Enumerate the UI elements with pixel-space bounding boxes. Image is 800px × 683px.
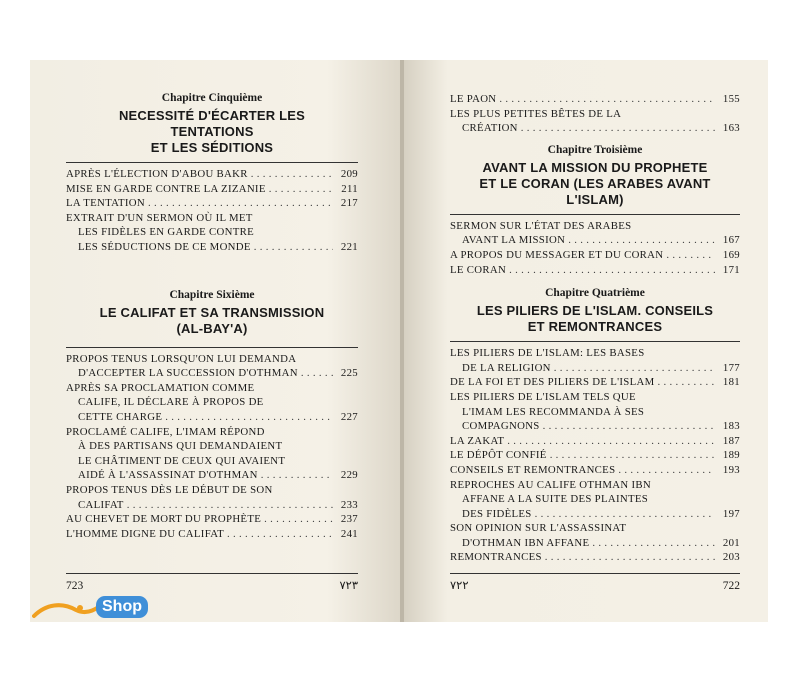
toc-entry-title: LES PILIERS DE L'ISLAM TELS QUE	[450, 390, 636, 403]
chapter-label: Chapitre Troisième	[547, 143, 643, 156]
toc-entry	[66, 211, 358, 226]
toc-entry-page: 203	[722, 551, 740, 564]
toc-entry-title: CETTE CHARGE	[78, 410, 163, 423]
dot-leader	[550, 448, 715, 463]
toc-entry-title: D'OTHMAN IBN AFFANE	[462, 536, 590, 549]
toc-entry	[450, 92, 740, 107]
dot-leader	[269, 182, 333, 197]
page-number-arabic: ٧٢٢	[450, 580, 469, 592]
toc-entry-title: PROPOS TENUS LORSQU'ON LUI DEMANDA	[66, 352, 297, 365]
toc-entry-title: À DES PARTISANS QUI DEMANDAIENT	[78, 440, 283, 453]
dot-leader	[301, 366, 333, 381]
dot-leader	[148, 196, 333, 211]
dot-leader	[554, 361, 715, 376]
toc-list	[66, 352, 358, 542]
toc-entry-page: 167	[722, 234, 740, 247]
chapter-6-section	[66, 289, 358, 542]
toc-entry-title: LES SÉDUCTIONS DE CE MONDE	[78, 240, 251, 253]
dot-leader	[254, 240, 333, 255]
swoosh-icon	[32, 600, 102, 622]
toc-entry-title: SERMON SUR L'ÉTAT DES ARABES	[450, 219, 632, 232]
chapter-title	[66, 108, 358, 156]
chapter-title	[450, 303, 740, 335]
toc-entry	[66, 454, 358, 469]
toc-entry-title: AIDÉ À L'ASSASSINAT D'OTHMAN	[78, 469, 258, 482]
toc-entry	[450, 448, 740, 463]
toc-entry	[450, 390, 740, 405]
chapter-title-line: LE CALIFAT ET SA TRANSMISSION	[99, 304, 325, 320]
toc-entry	[66, 196, 358, 211]
toc-entry-title: CONSEILS ET REMONTRANCES	[450, 463, 616, 476]
dot-leader	[535, 507, 715, 522]
toc-list	[450, 92, 740, 136]
toc-entry-page: 221	[340, 240, 358, 253]
chapter-title-line: ET LES SÉDITIONS	[150, 140, 274, 155]
dot-leader	[165, 410, 333, 425]
toc-entry-title: LE PAON	[450, 93, 497, 105]
toc-entry	[66, 410, 358, 425]
toc-entry-page: 169	[722, 248, 740, 261]
toc-entry-page: 241	[340, 527, 358, 540]
toc-entry-title: COMPAGNONS	[462, 420, 540, 433]
toc-entry-page: 227	[340, 410, 358, 423]
toc-entry	[66, 425, 358, 440]
toc-entry-title: APRÈS L'ÉLECTION D'ABOU BAKR	[66, 168, 248, 180]
dot-leader	[251, 167, 333, 182]
dot-leader	[658, 375, 716, 390]
chapter-label: Chapitre Cinquième	[161, 92, 263, 104]
toc-entry-title: CALIFE, IL DÉCLARE À PROPOS DE	[78, 396, 264, 409]
toc-entry-page: 225	[340, 367, 358, 380]
toc-entry-title: CALIFAT	[78, 498, 124, 511]
toc-entry-page: 201	[722, 536, 740, 549]
left-page-content	[66, 92, 358, 541]
toc-entry-title: LES PLUS PETITES BÊTES DE LA	[450, 107, 622, 120]
divider	[66, 347, 358, 348]
right-page-content	[450, 92, 740, 565]
toc-entry-title: AFFANE A LA SUITE DES PLAINTES	[462, 493, 649, 506]
chapter-title-line: LES PILIERS DE L'ISLAM. CONSEILS	[476, 303, 714, 319]
dot-leader	[666, 248, 715, 263]
toc-entry	[450, 434, 740, 449]
toc-entry	[450, 107, 740, 122]
dot-leader	[568, 233, 715, 248]
toc-entry	[450, 463, 740, 478]
chapter-label: Chapitre Quatrième	[545, 287, 645, 300]
chapter-title-line: TENTATIONS	[170, 124, 254, 139]
toc-entry-page: 163	[722, 122, 740, 135]
toc-entry-title: D'ACCEPTER LA SUCCESSION D'OTHMAN	[78, 367, 298, 380]
toc-entry	[450, 405, 740, 420]
dot-leader	[592, 536, 715, 551]
divider	[66, 162, 358, 163]
toc-entry	[66, 498, 358, 513]
toc-entry	[450, 375, 740, 390]
dot-leader	[545, 550, 715, 565]
toc-entry-title: DES FIDÈLES	[462, 507, 532, 520]
toc-entry	[66, 439, 358, 454]
toc-entry-title: DE LA RELIGION	[462, 361, 551, 374]
toc-entry-title: LA ZAKAT	[450, 434, 505, 447]
toc-entry	[450, 233, 740, 248]
chapter-label: Chapitre Sixième	[169, 288, 255, 301]
toc-entry-title: PROCLAMÉ CALIFE, L'IMAM RÉPOND	[66, 425, 265, 438]
dot-leader	[509, 263, 715, 278]
toc-entry-page: 217	[340, 197, 358, 210]
chapter-title-line: NECESSITÉ D'ÉCARTER LES	[118, 108, 306, 123]
toc-entry-page: 193	[722, 463, 740, 476]
toc-entry	[450, 346, 740, 361]
toc-entry	[450, 507, 740, 522]
toc-entry	[66, 468, 358, 483]
toc-entry-page: 209	[340, 168, 358, 180]
toc-entry-page: 233	[340, 498, 358, 511]
chapter-title-line: ET LE CORAN (LES ARABES AVANT L'ISLAM)	[479, 175, 711, 207]
toc-entry	[66, 352, 358, 367]
shop-logo	[30, 590, 170, 626]
dot-leader	[543, 419, 715, 434]
toc-entry-title: CRÉATION	[462, 122, 518, 135]
toc-entry	[66, 167, 358, 182]
toc-entry	[66, 381, 358, 396]
open-book	[30, 60, 768, 622]
toc-entry	[66, 366, 358, 381]
dot-leader	[618, 463, 715, 478]
toc-entry-title: MISE EN GARDE CONTRE LA ZIZANIE	[66, 182, 266, 195]
page-number-arabic: ٧٢٣	[339, 580, 358, 592]
dot-leader	[261, 468, 333, 483]
toc-entry-page: 181	[722, 376, 740, 389]
toc-list	[450, 219, 740, 277]
toc-entry-title: REMONTRANCES	[450, 551, 542, 564]
divider	[450, 214, 740, 215]
toc-entry-title: LE DÉPÔT CONFIÉ	[450, 449, 547, 462]
divider	[450, 341, 740, 342]
toc-entry-page: 211	[341, 182, 358, 195]
toc-entry	[450, 248, 740, 263]
page-number: 723	[66, 580, 84, 592]
toc-entry	[450, 478, 740, 493]
toc-list	[66, 167, 358, 255]
toc-entry	[66, 512, 358, 527]
toc-entry	[450, 492, 740, 507]
chapter-title-line: ET REMONTRANCES	[527, 319, 663, 335]
toc-entry-title: A PROPOS DU MESSAGER ET DU CORAN	[450, 248, 664, 261]
chapter-title-line: (AL-BAY'A)	[176, 320, 248, 336]
toc-entry	[66, 225, 358, 240]
toc-entry-page: 183	[722, 420, 740, 433]
toc-list	[450, 346, 740, 565]
toc-entry-title: L'IMAM LES RECOMMANDA À SES	[462, 405, 645, 418]
toc-entry-page: 177	[722, 361, 740, 374]
dot-leader	[507, 434, 715, 449]
toc-entry-title: AVANT LA MISSION	[462, 234, 566, 247]
toc-entry-page: 187	[722, 434, 740, 447]
chapter-title-line: AVANT LA MISSION DU PROPHETE	[482, 159, 708, 175]
toc-entry-page: 171	[722, 263, 740, 276]
toc-entry	[66, 483, 358, 498]
dot-leader	[521, 121, 715, 136]
toc-entry-page: 189	[722, 449, 740, 462]
toc-entry	[66, 395, 358, 410]
toc-entry-page: 237	[340, 513, 358, 526]
toc-entry-title: LE CORAN	[450, 263, 507, 276]
toc-entry	[450, 361, 740, 376]
toc-entry-title: DE LA FOI ET DES PILIERS DE L'ISLAM	[450, 376, 655, 389]
chapter-4-section	[450, 287, 740, 565]
toc-entry-title: LES PILIERS DE L'ISLAM: LES BASES	[450, 347, 645, 360]
toc-entry-title: EXTRAIT D'UN SERMON OÙ IL MET	[66, 211, 253, 224]
right-page	[404, 60, 768, 622]
toc-entry-title: L'HOMME DIGNE DU CALIFAT	[66, 527, 224, 540]
toc-entry-page: 155	[722, 93, 740, 105]
toc-entry	[450, 521, 740, 536]
toc-entry-title: REPROCHES AU CALIFE OTHMAN IBN	[450, 478, 651, 491]
logo-text: Shop	[96, 596, 148, 618]
left-page	[30, 60, 402, 622]
dot-leader	[127, 498, 333, 513]
toc-entry	[66, 182, 358, 197]
toc-entry-title: LE CHÂTIMENT DE CEUX QUI AVAIENT	[78, 454, 286, 467]
toc-entry-title: LES FIDÈLES EN GARDE CONTRE	[78, 226, 255, 239]
toc-entry-title: APRÈS SA PROCLAMATION COMME	[66, 381, 255, 394]
toc-entry-title: AU CHEVET DE MORT DU PROPHÈTE	[66, 513, 262, 526]
toc-entry-title: SON OPINION SUR L'ASSASSINAT	[450, 522, 627, 535]
toc-entry	[450, 419, 740, 434]
toc-entry	[66, 527, 358, 542]
toc-entry-page: 197	[722, 507, 740, 520]
dot-leader	[499, 92, 715, 107]
page-number: 722	[722, 580, 740, 592]
toc-entry-title: PROPOS TENUS DÈS LE DÉBUT DE SON	[66, 483, 273, 496]
toc-entry	[450, 121, 740, 136]
chapter-title	[450, 160, 740, 208]
dot-leader	[227, 527, 333, 542]
toc-entry-title: LA TENTATION	[66, 197, 146, 210]
dot-leader	[264, 512, 333, 527]
toc-entry-page: 229	[340, 469, 358, 482]
toc-entry	[450, 219, 740, 234]
chapter-title	[66, 305, 358, 337]
toc-entry	[450, 263, 740, 278]
toc-entry	[450, 550, 740, 565]
toc-entry	[450, 536, 740, 551]
chapter-5-section	[66, 92, 358, 255]
chapter-3-section	[450, 144, 740, 277]
footer-rule	[66, 573, 358, 574]
toc-entry	[66, 240, 358, 255]
footer-rule	[450, 573, 740, 574]
